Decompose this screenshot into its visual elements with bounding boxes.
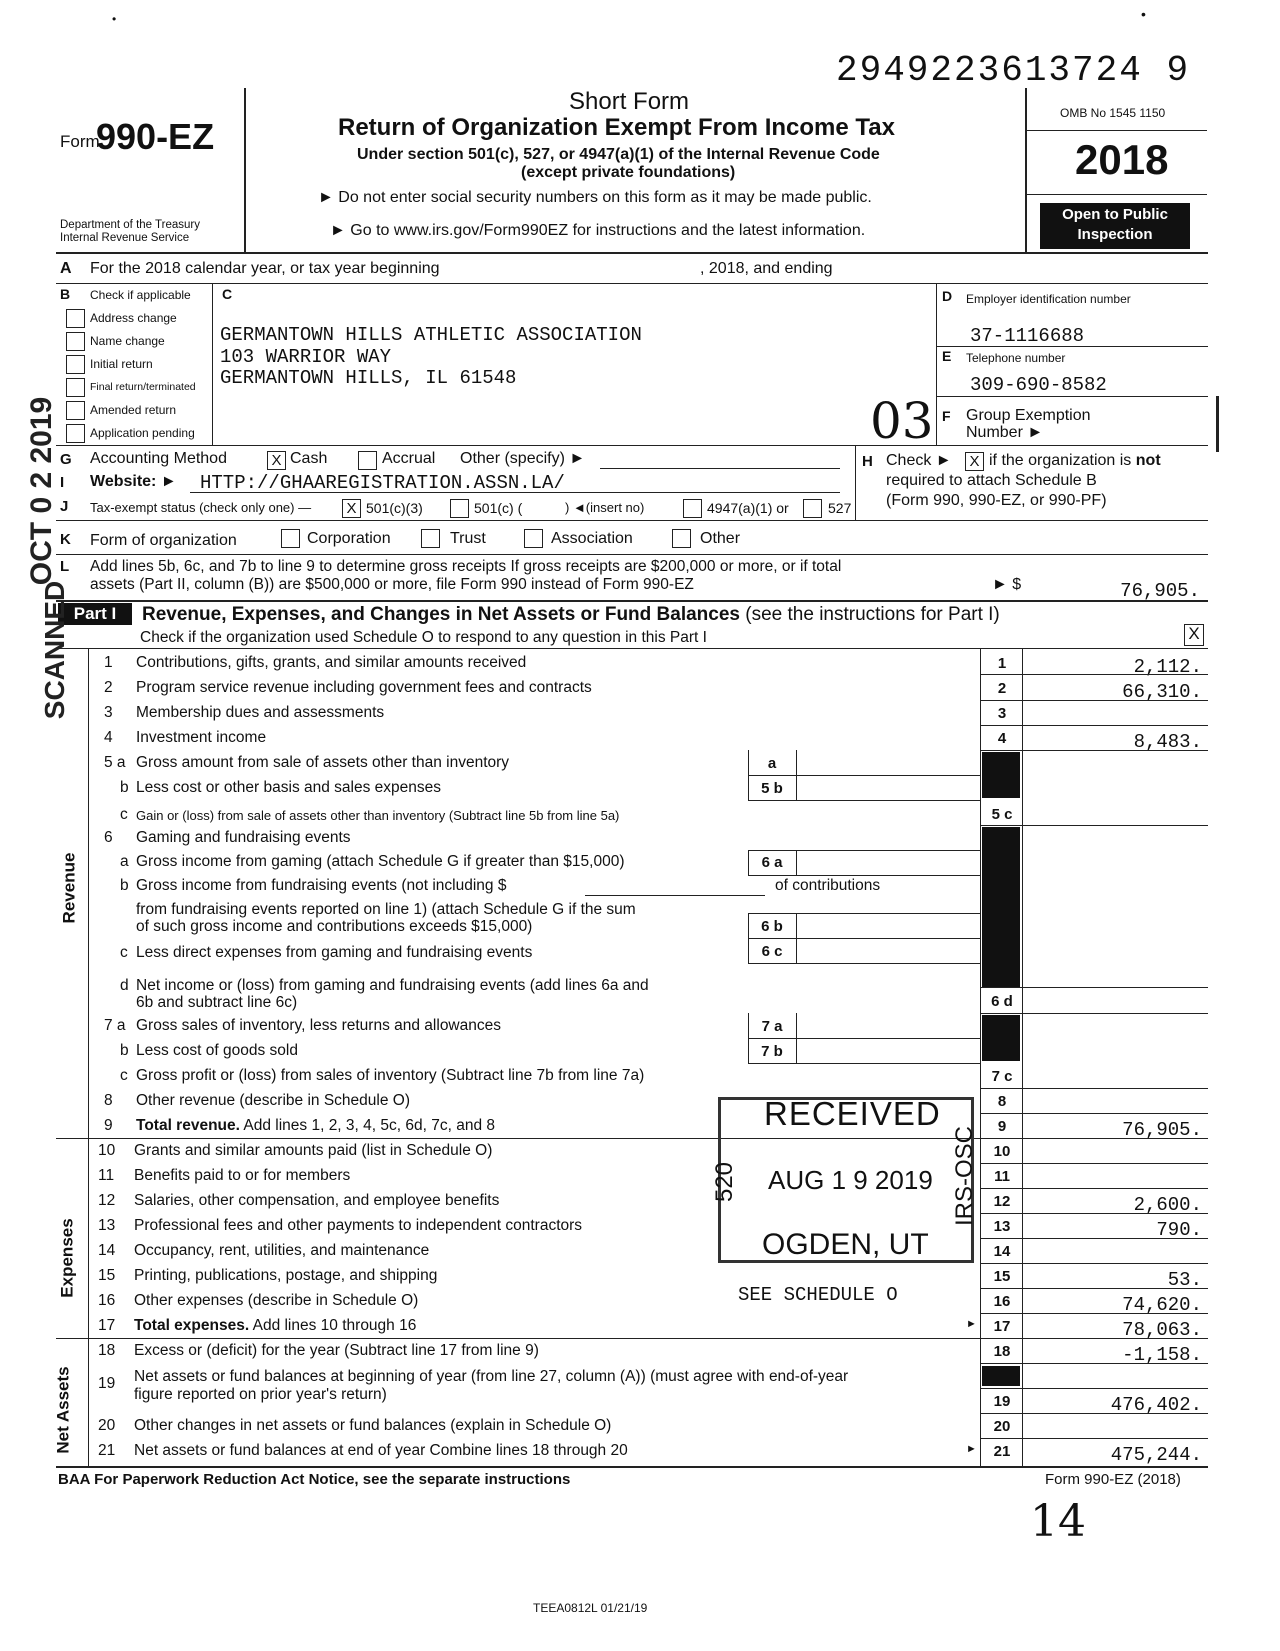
line-17-arrow: ► xyxy=(966,1318,977,1330)
schedule-o-checkbox[interactable]: X xyxy=(1184,624,1204,646)
omb-number: OMB No 1545 1150 xyxy=(1060,106,1166,120)
accrual-label: Accrual xyxy=(382,450,436,467)
row-a-text: For the 2018 calendar year, or tax year beginning xyxy=(90,260,440,277)
line-7a-num: 7 a xyxy=(104,1017,126,1034)
part-i-title-note: (see the instructions for Part I) xyxy=(745,604,1000,625)
line-5c-text: Gain or (loss) from sale of assets other than inventory (Subtract line 5b from line 5a) xyxy=(136,808,620,823)
line-17-text xyxy=(134,1317,416,1335)
dept-treasury: Department of the Treasury xyxy=(60,219,200,231)
line-12-value: 2,600. xyxy=(1133,1194,1202,1216)
line-2-text: Program service revenue including government fees and contracts xyxy=(136,679,592,696)
line-19-text2: figure reported on prior year's return) xyxy=(134,1386,387,1403)
line-7b-num: b xyxy=(120,1042,129,1059)
section-f-label: F xyxy=(942,408,951,424)
corner-mark-left: • xyxy=(112,12,117,26)
line-6c-num: c xyxy=(120,944,128,961)
line-6-num: 6 xyxy=(104,829,113,846)
line-13-num: 13 xyxy=(98,1217,116,1234)
handwritten-03: 03 xyxy=(870,392,934,450)
row-h-text3: required to attach Schedule B xyxy=(886,472,1097,489)
line-15-value: 53. xyxy=(1167,1269,1202,1291)
line-17-num: 17 xyxy=(98,1317,116,1334)
line-21-arrow: ► xyxy=(966,1443,977,1455)
form-number: 990-EZ xyxy=(96,116,215,157)
line-6c-box: 6 c xyxy=(761,943,783,960)
line-2-value: 66,310. xyxy=(1122,681,1202,703)
row-l-text1: Add lines 5b, 6c, and 7b to line 9 to determine gross receipts If gross receipts are $200,000 or more, or if total xyxy=(90,558,842,575)
net-assets-side-label: Net Assets xyxy=(53,1366,73,1454)
line-5c-num: c xyxy=(120,806,128,823)
form-prefix: Form xyxy=(60,132,100,151)
line-1-value: 2,112. xyxy=(1133,656,1202,678)
line-21-num: 21 xyxy=(98,1442,116,1459)
line-21-value: 475,244. xyxy=(1110,1444,1202,1466)
address-change-checkbox[interactable] xyxy=(66,309,85,328)
row-a-label: A xyxy=(60,260,72,277)
margin-date-stamp: OCT 0 2 2019 xyxy=(25,396,59,586)
title-except: (except private foundations) xyxy=(521,164,736,181)
line-18-text: Excess or (deficit) for the year (Subtract line 17 from line 9) xyxy=(134,1342,539,1359)
final-return-checkbox[interactable] xyxy=(66,378,85,397)
line-9-text-bold: Total revenue. xyxy=(136,1117,240,1134)
line-1-box: 1 xyxy=(997,655,1007,672)
footer-form-id: Form 990-EZ (2018) xyxy=(1045,1471,1181,1488)
row-j-label: J xyxy=(60,498,69,515)
501c-checkbox[interactable] xyxy=(450,499,469,518)
received-stamp-city: OGDEN, UT xyxy=(762,1228,929,1261)
association-label: Association xyxy=(551,530,633,547)
title-under-section: Under section 501(c), 527, or 4947(a)(1) of the Internal Revenue Code xyxy=(357,146,880,163)
row-l-label: L xyxy=(60,558,70,575)
row-h-if-text: if the organization is xyxy=(989,452,1132,469)
line-14-text: Occupancy, rent, utilities, and maintenance xyxy=(134,1242,430,1259)
line-8-num: 8 xyxy=(104,1092,113,1109)
corner-mark-right: • xyxy=(1141,6,1146,22)
section-e-label: E xyxy=(942,348,952,364)
line-13-box: 13 xyxy=(993,1218,1011,1235)
line-16-text: Other expenses (describe in Schedule O) xyxy=(134,1292,419,1309)
line-5b-num: b xyxy=(120,779,129,796)
line-4-box: 4 xyxy=(997,730,1007,747)
part-i-tag-label: Part I xyxy=(73,604,117,623)
line-3-box: 3 xyxy=(997,705,1007,722)
line-14-box: 14 xyxy=(993,1243,1011,1260)
row-h-not: not xyxy=(1135,452,1161,469)
line-3-text: Membership dues and assessments xyxy=(136,704,385,721)
revenue-side-label: Revenue xyxy=(59,852,79,924)
line-10-text: Grants and similar amounts paid (list in Schedule O) xyxy=(134,1142,493,1159)
irs-label: Internal Revenue Service xyxy=(60,232,190,244)
line-15-num: 15 xyxy=(98,1267,116,1284)
ein-value: 37-1116688 xyxy=(970,325,1085,347)
line-4-value: 8,483. xyxy=(1133,731,1202,753)
margin-scanned-stamp: SCANNED xyxy=(39,580,71,720)
line-15-box: 15 xyxy=(993,1268,1011,1285)
line-6c-text: Less direct expenses from gaming and fundraising events xyxy=(136,944,533,961)
line-10-box: 10 xyxy=(993,1143,1011,1160)
line-5c-box: 5 c xyxy=(991,806,1013,823)
corporation-label: Corporation xyxy=(307,530,391,547)
tax-year: 2018 xyxy=(1075,136,1169,183)
4947-label: 4947(a)(1) or xyxy=(707,500,789,516)
line-5a-text: Gross amount from sale of assets other than inventory xyxy=(136,754,510,771)
line-9-num: 9 xyxy=(104,1117,113,1134)
association-checkbox[interactable] xyxy=(524,529,543,548)
line-5a-box: a xyxy=(767,755,777,772)
line-9-text-rest: Add lines 1, 2, 3, 4, 5c, 6d, 7c, and 8 xyxy=(239,1117,495,1134)
line-6a-text: Gross income from gaming (attach Schedule G if greater than $15,000) xyxy=(136,853,625,870)
line-8-box: 8 xyxy=(997,1093,1007,1110)
line-7c-text: Gross profit or (loss) from sales of inventory (Subtract line 7b from line 7a) xyxy=(136,1067,645,1084)
line-12-text: Salaries, other compensation, and employee benefits xyxy=(134,1192,500,1209)
section-b-label: B xyxy=(60,286,71,302)
ssn-note: ► Do not enter social security numbers on this form as it may be made public. xyxy=(318,189,872,206)
line-21-box: 21 xyxy=(993,1443,1011,1460)
line-18-box: 18 xyxy=(993,1343,1011,1360)
schedule-b-checkbox[interactable]: X xyxy=(965,452,984,471)
501c3-checkbox[interactable]: X xyxy=(342,499,361,518)
line-14-num: 14 xyxy=(98,1242,116,1259)
row-h-text4: (Form 990, 990-EZ, or 990-PF) xyxy=(886,492,1107,509)
line-7c-box: 7 c xyxy=(991,1068,1013,1085)
section-b-heading: Check if applicable xyxy=(90,288,191,302)
initial-return-label: Initial return xyxy=(90,357,153,371)
received-stamp-title: RECEIVED xyxy=(764,1095,941,1132)
line-6a-num: a xyxy=(120,853,129,870)
line-1-num: 1 xyxy=(104,654,113,671)
row-h-check: Check ► xyxy=(886,452,952,469)
form-of-org-label: Form of organization xyxy=(90,532,237,549)
line-13-value: 790. xyxy=(1156,1219,1202,1241)
row-a-mid: , 2018, and ending xyxy=(700,260,833,277)
name-change-checkbox[interactable] xyxy=(66,332,85,351)
tax-exempt-status-label: Tax-exempt status (check only one) — xyxy=(90,500,312,515)
org-address: 103 WARRIOR WAY xyxy=(220,346,392,368)
line-16-value: 74,620. xyxy=(1122,1294,1202,1316)
line-6d-box: 6 d xyxy=(991,993,1013,1010)
open-to-public-badge xyxy=(1040,203,1190,249)
received-stamp-side-right: IRS-OSC xyxy=(951,1125,979,1227)
received-stamp-side-left: 520 xyxy=(711,1161,739,1203)
amended-return-label: Amended return xyxy=(90,403,177,417)
see-schedule-o-note: SEE SCHEDULE O xyxy=(738,1284,898,1306)
group-exemption-number: Number ► xyxy=(966,424,1044,441)
line-11-text: Benefits paid to or for members xyxy=(134,1167,351,1184)
line-4-num: 4 xyxy=(104,729,113,746)
line-17-box: 17 xyxy=(993,1318,1011,1335)
org-name: GERMANTOWN HILLS ATHLETIC ASSOCIATION xyxy=(220,324,642,346)
line-1-text: Contributions, gifts, grants, and similar amounts received xyxy=(136,654,527,671)
501c-label: 501(c) ( xyxy=(474,500,523,516)
line-4-text: Investment income xyxy=(136,729,267,746)
row-h-text xyxy=(989,452,1161,470)
dln-number: 2949223613724 9 xyxy=(836,50,1191,91)
insert-no-label: ) ◄(insert no) xyxy=(565,500,645,515)
shaded-cell-5 xyxy=(982,752,1020,798)
line-18-num: 18 xyxy=(98,1342,116,1359)
line-2-box: 2 xyxy=(997,680,1007,697)
group-exemption-heading: Group Exemption xyxy=(966,407,1091,424)
line-6d-num: d xyxy=(120,977,129,994)
shaded-cell-6 xyxy=(982,827,1020,987)
footer-code: TEEA0812L 01/21/19 xyxy=(533,1601,648,1615)
shaded-cell-7 xyxy=(982,1015,1020,1061)
website-value: HTTP://GHAAREGISTRATION.ASSN.LA/ xyxy=(200,472,565,494)
line-16-num: 16 xyxy=(98,1292,116,1309)
line-6b-box: 6 b xyxy=(761,918,783,935)
org-city: GERMANTOWN HILLS, IL 61548 xyxy=(220,367,517,389)
line-6-text: Gaming and fundraising events xyxy=(136,829,351,846)
gross-receipts-value: 76,905. xyxy=(1120,580,1200,602)
row-l-text2: assets (Part II, column (B)) are $500,000 or more, file Form 990 instead of Form 990-EZ xyxy=(90,576,694,593)
line-19-num: 19 xyxy=(98,1375,116,1392)
part-i-title-bold: Revenue, Expenses, and Changes in Net Assets or Fund Balances xyxy=(142,604,740,625)
schedule-o-check-text: Check if the organization used Schedule O to respond to any question in this Part I xyxy=(140,629,707,646)
line-7c-num: c xyxy=(120,1067,128,1084)
address-change-label: Address change xyxy=(90,311,177,325)
line-20-text: Other changes in net assets or fund balances (explain in Schedule O) xyxy=(134,1417,612,1434)
phone-heading: Telephone number xyxy=(966,351,1066,365)
line-6b-num: b xyxy=(120,877,129,894)
line-5a-num: 5 a xyxy=(104,754,126,771)
line-9-value: 76,905. xyxy=(1122,1119,1202,1141)
application-pending-checkbox[interactable] xyxy=(66,424,85,443)
line-6d-text2: 6b and subtract line 6c) xyxy=(136,994,298,1011)
line-11-box: 11 xyxy=(994,1168,1010,1185)
accounting-method-label: Accounting Method xyxy=(90,450,227,467)
527-checkbox[interactable] xyxy=(803,499,822,518)
shaded-cell-19 xyxy=(982,1366,1020,1386)
row-g-label: G xyxy=(60,451,72,468)
expenses-side-label: Expenses xyxy=(57,1218,77,1298)
line-13-text: Professional fees and other payments to independent contractors xyxy=(134,1217,583,1234)
irs-gov-note: ► Go to www.irs.gov/Form990EZ for instructions and the latest information. xyxy=(330,222,866,239)
line-7b-box: 7 b xyxy=(761,1043,783,1060)
line-6b-text2: from fundraising events reported on line 1) (attach Schedule G if the sum xyxy=(136,901,636,918)
section-c-label: C xyxy=(222,286,233,302)
phone-value: 309-690-8582 xyxy=(970,374,1107,396)
4947-checkbox[interactable] xyxy=(683,499,702,518)
line-17-value: 78,063. xyxy=(1122,1319,1202,1341)
line-15-text: Printing, publications, postage, and shipping xyxy=(134,1267,438,1284)
cash-checkbox[interactable]: X xyxy=(267,451,286,470)
line-19-text: Net assets or fund balances at beginning of year (from line 27, column (A)) (must agree with end-of-year xyxy=(134,1368,849,1385)
line-6b-text: Gross income from fundraising events (not including $ xyxy=(136,877,507,894)
line-6a-box: 6 a xyxy=(761,854,783,871)
line-20-num: 20 xyxy=(98,1417,116,1434)
initial-return-checkbox[interactable] xyxy=(66,355,85,374)
line-16-box: 16 xyxy=(993,1293,1011,1310)
line-7a-box: 7 a xyxy=(761,1018,783,1035)
application-pending-label: Application pending xyxy=(90,426,195,440)
line-6b-text3: of such gross income and contributions exceeds $15,000) xyxy=(136,918,533,935)
row-k-label: K xyxy=(60,531,71,548)
line-2-num: 2 xyxy=(104,679,113,696)
line-17-text-rest: Add lines 10 through 16 xyxy=(249,1317,417,1334)
line-6b-text-b: of contributions xyxy=(775,877,881,894)
ein-heading: Employer identification number xyxy=(966,292,1131,306)
line-19-box: 19 xyxy=(993,1393,1011,1410)
other-specify-label: Other (specify) ► xyxy=(460,450,586,467)
form-title: Return of Organization Exempt From Income Tax xyxy=(338,114,895,141)
trust-label: Trust xyxy=(450,530,486,547)
527-label: 527 xyxy=(828,500,852,516)
line-8-text: Other revenue (describe in Schedule O) xyxy=(136,1092,410,1109)
line-12-box: 12 xyxy=(993,1193,1011,1210)
trust-checkbox[interactable] xyxy=(421,529,440,548)
line-9-text xyxy=(136,1117,495,1135)
corporation-checkbox[interactable] xyxy=(281,529,300,548)
open-to-public-label: Open to Public Inspection xyxy=(1062,206,1168,243)
line-20-box: 20 xyxy=(993,1418,1011,1435)
other-org-checkbox[interactable] xyxy=(672,529,691,548)
line-5b-text: Less cost or other basis and sales expenses xyxy=(136,779,442,796)
line-7b-text: Less cost of goods sold xyxy=(136,1042,298,1059)
part-i-title xyxy=(142,604,1000,626)
received-stamp-date: AUG 1 9 2019 xyxy=(768,1165,933,1195)
line-17-text-bold: Total expenses. xyxy=(134,1317,250,1334)
final-return-label: Final return/terminated xyxy=(90,381,196,393)
cash-label: Cash xyxy=(290,450,328,467)
footer-paperwork-notice: BAA For Paperwork Reduction Act Notice, see the separate instructions xyxy=(58,1471,571,1488)
row-h-label: H xyxy=(862,453,873,470)
line-19-value: 476,402. xyxy=(1110,1394,1202,1416)
row-l-arrow: ► $ xyxy=(992,576,1022,593)
line-5b-box: 5 b xyxy=(761,780,783,797)
website-label: Website: ► xyxy=(90,473,177,490)
other-org-label: Other xyxy=(700,530,741,547)
line-12-num: 12 xyxy=(98,1192,116,1209)
line-11-num: 11 xyxy=(98,1167,115,1184)
row-i-label: I xyxy=(60,474,65,491)
line-9-box: 9 xyxy=(997,1118,1007,1135)
line-3-num: 3 xyxy=(104,704,113,721)
501c3-label: 501(c)(3) xyxy=(366,500,423,516)
line-21-text: Net assets or fund balances at end of year Combine lines 18 through 20 xyxy=(134,1442,628,1459)
name-change-label: Name change xyxy=(90,334,165,348)
right-margin-mark xyxy=(1216,396,1219,452)
line-18-value: -1,158. xyxy=(1122,1344,1202,1366)
section-d-label: D xyxy=(942,288,953,304)
title-short-form: Short Form xyxy=(569,88,690,115)
line-10-num: 10 xyxy=(98,1142,116,1159)
line-6d-text: Net income or (loss) from gaming and fundraising events (add lines 6a and xyxy=(136,977,649,994)
footer-handwritten: 14 xyxy=(1030,1496,1086,1547)
line-7a-text: Gross sales of inventory, less returns and allowances xyxy=(136,1017,501,1034)
amended-return-checkbox[interactable] xyxy=(66,401,85,420)
accrual-checkbox[interactable] xyxy=(358,451,377,470)
